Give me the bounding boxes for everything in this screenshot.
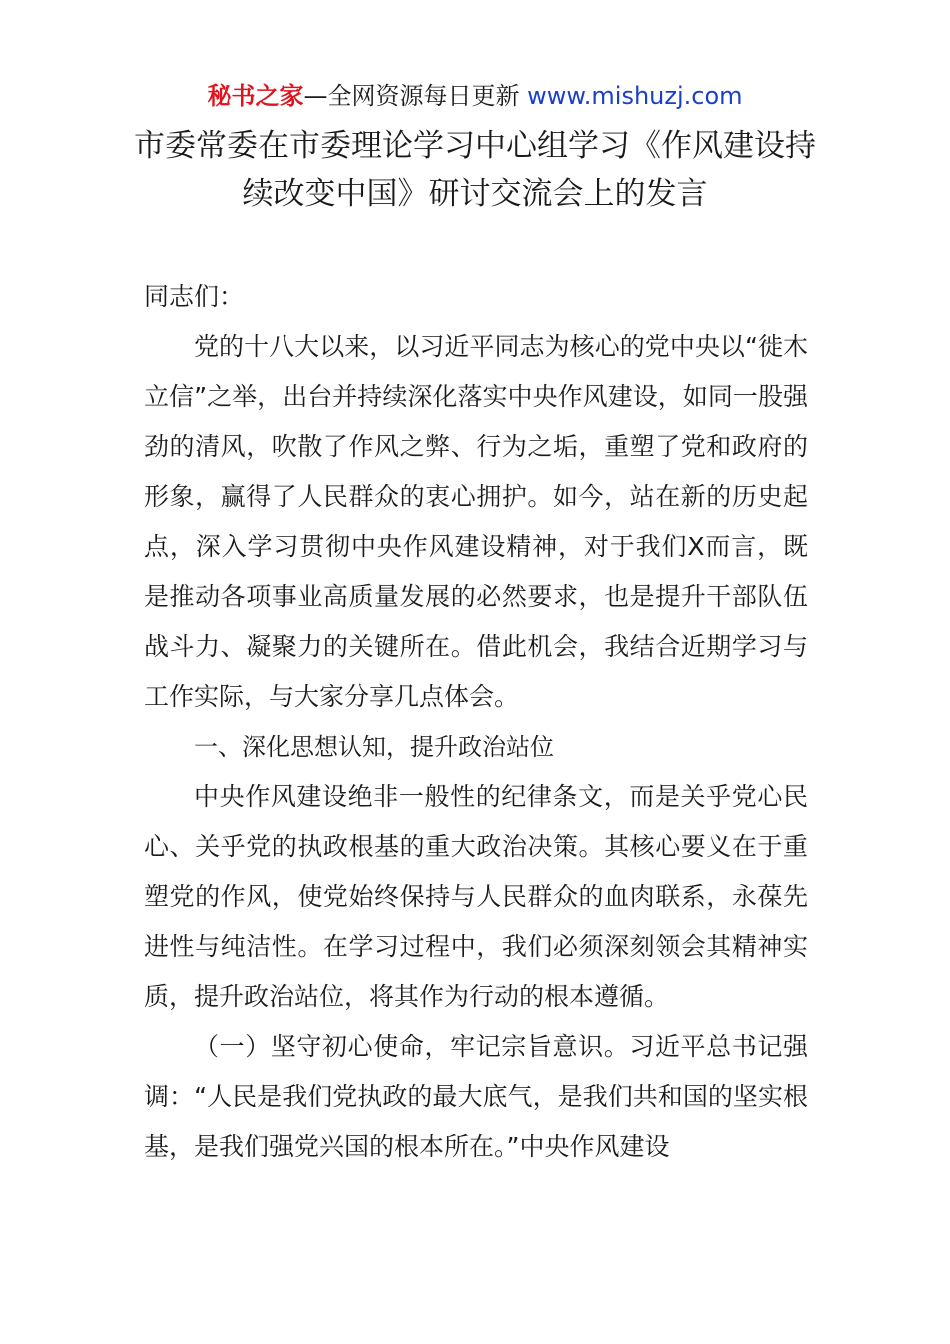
site-tagline: —全网资源每日更新 bbox=[303, 82, 528, 110]
salutation: 同志们： bbox=[144, 282, 245, 311]
paragraph-intro: 党的十八大以来，以习近平同志为核心的党中央以“徙木立信”之举，出台并持续深化落实中央作风建设，如同一股强劲的清风，吹散了作风之弊、行为之垢，重塑了党和政府的形象，赢得了人民群众的衷心拥护。如今，站在新的历史起点，深入学习贯彻中央作风建设精神，对于我们X而言，既是推动各项事业高质量发展的必然要求，也是提升干部队伍战斗力、凝聚力的关键所在。借此机会，我结合近期学习与工作实际，与大家分享几点体会。 bbox=[144, 332, 808, 711]
document-title: 市委常委在市委理论学习中心组学习《作风建设持续改变中国》研讨交流会上的发言 bbox=[134, 128, 816, 212]
section-heading-1: 一、深化思想认知，提升政治站位 bbox=[194, 733, 554, 761]
site-url-link[interactable]: www.mishuzj.com bbox=[527, 82, 743, 110]
site-header bbox=[0, 80, 950, 112]
site-brand: 秘书之家 bbox=[207, 82, 304, 110]
document-body bbox=[144, 272, 808, 1172]
paragraph-section-1: 中央作风建设绝非一般性的纪律条文，而是关乎党心民心、关乎党的执政根基的重大政治决策。其核心要义在于重塑党的作风，使党始终保持与人民群众的血肉联系，永葆先进性与纯洁性。在学习过程中，我们必须深刻领会其精神实质，提升政治站位，将其作为行动的根本遵循。 bbox=[144, 782, 808, 1011]
paragraph-subsection-1: （一）坚守初心使命，牢记宗旨意识。习近平总书记强调：“人民是我们党执政的最大底气，是我们共和国的坚实根基，是我们强党兴国的根本所在。”中央作风建设 bbox=[144, 1032, 808, 1161]
